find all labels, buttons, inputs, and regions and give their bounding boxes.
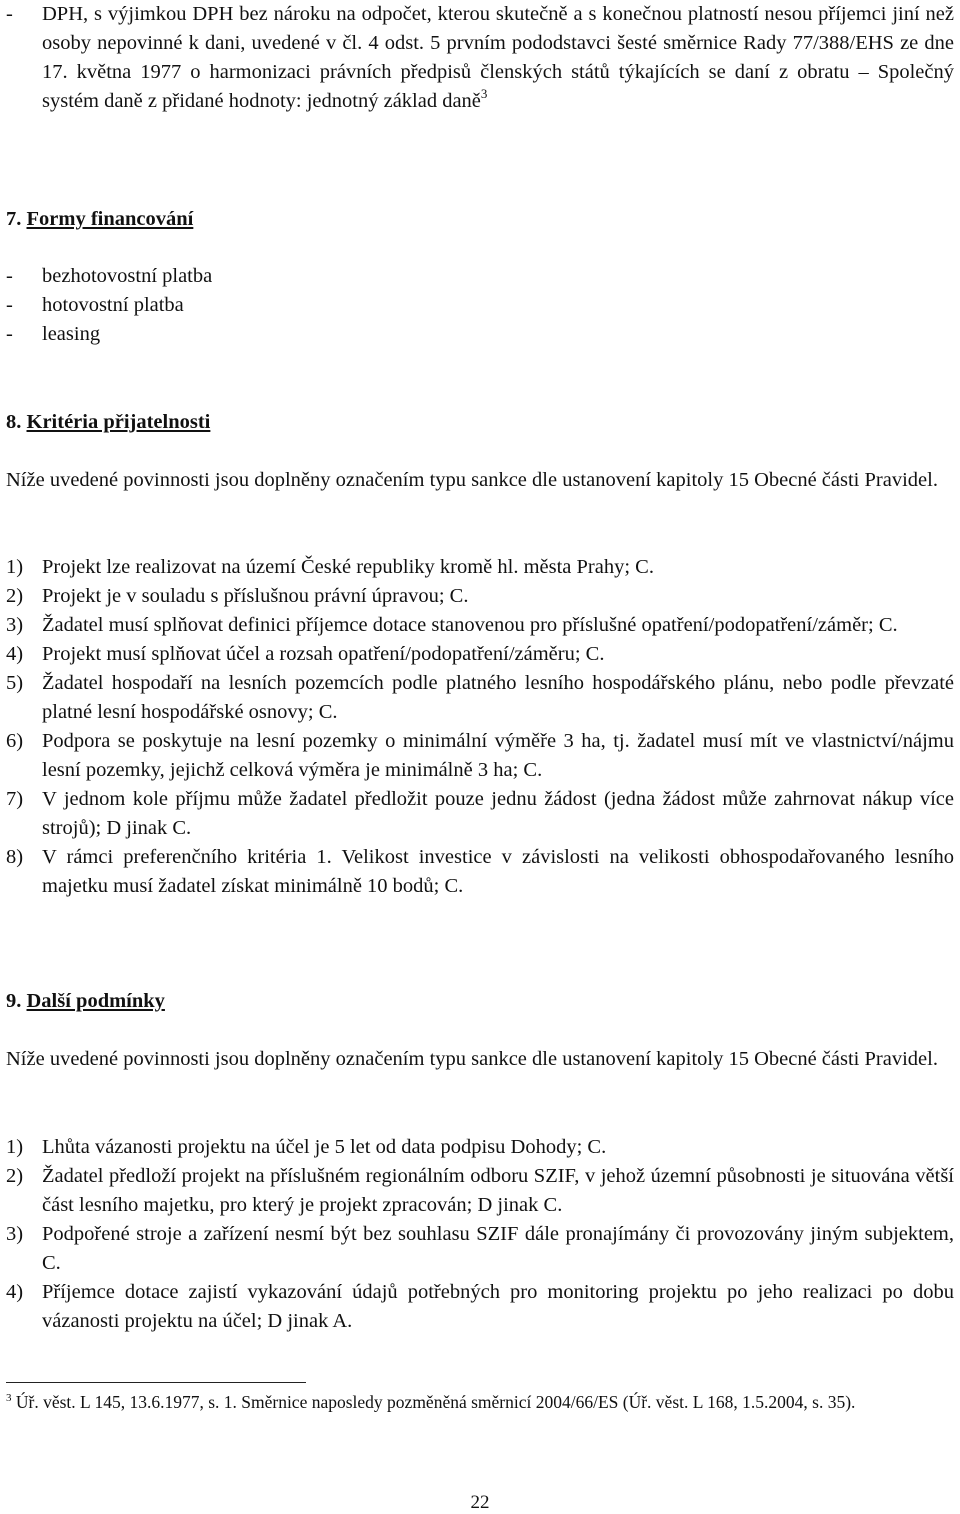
section-9-list xyxy=(6,1133,954,1336)
list-item: 6) Podpora se poskytuje na lesní pozemky o minimální výměře 3 ha, tj. žadatel musí mít ve vlastnictví/nájmu lesní pozemky, jejichž celková výměra je minimálně 3 ha; C. xyxy=(6,730,954,781)
list-item: 1) Lhůta vázanosti projektu na účel je 5 let od data podpisu Dohody; C. xyxy=(6,1136,607,1158)
section-8-list xyxy=(6,553,954,901)
section-8-intro: Níže uvedené povinnosti jsou doplněny označením typu sankce dle ustanovení kapitoly 15 Obecné části Pravidel. xyxy=(6,469,938,491)
section-title: Formy financování xyxy=(26,208,194,230)
footnote-reference[interactable]: 3 xyxy=(480,86,488,101)
list-item: 5) Žadatel hospodaří na lesních pozemcích podle platného lesního hospodářského plánu, nebo podle převzaté platné lesní hospodářské osnovy; C. xyxy=(6,672,954,723)
intro-list-item xyxy=(6,0,954,116)
footnote-marker: 3 xyxy=(6,1392,12,1404)
list-item: 7) V jednom kole příjmu může žadatel předložit pouze jednu žádost (jedna žádost může zahrnovat nákup více strojů); D jinak C. xyxy=(6,788,954,839)
footnote-separator xyxy=(6,1382,306,1383)
section-8-heading xyxy=(6,408,954,437)
list-item: - bezhotovostní platba xyxy=(6,265,213,287)
list-item: 8) V rámci preferenčního kritéria 1. Velikost investice v závislosti na velikosti obhospodařovaného lesního majetku musí žadatel získat minimálně 10 bodů; C. xyxy=(6,846,954,897)
section-7-list xyxy=(6,262,954,349)
list-item: 3) Žadatel musí splňovat definici příjemce dotace stanovenou pro příslušné opatření/podopatření/záměr; C. xyxy=(6,614,898,636)
footnote-text: Úř. věst. L 145, 13.6.1977, s. 1. Směrnice naposledy pozměněná směrnicí 2004/66/ES (Úř. věst. L 168, 1.5.2004, s. 35). xyxy=(15,1392,856,1412)
page-number: 22 xyxy=(470,1492,490,1513)
list-item: 3) Podpořené stroje a zařízení nesmí být bez souhlasu SZIF dále pronajímány či provozovány jiným subjektem, C. xyxy=(6,1223,954,1274)
list-item: 4) Projekt musí splňovat účel a rozsah opatření/podopatření/záměru; C. xyxy=(6,643,605,665)
section-9-intro: Níže uvedené povinnosti jsou doplněny označením typu sankce dle ustanovení kapitoly 15 Obecné části Pravidel. xyxy=(6,1048,938,1070)
list-item: 4) Příjemce dotace zajistí vykazování údajů potřebných pro monitoring projektu po jeho realizaci po dobu vázanosti projektu na účel; D jinak A. xyxy=(6,1281,954,1332)
intro-item-text: DPH, s výjimkou DPH bez nároku na odpočet, kterou skutečně a s konečnou platností nesou příjemci jiní než osoby nepovinné k dani, uvedené v čl. 4 odst. 5 prvním pododstavci šesté směrnice Rady 77/388/EHS ze dne 17. května 1977 o harmonizaci právních předpisů členských států týkajících se daní z obratu – Společný systém daně z přidané hodnoty: jednotný základ daně xyxy=(42,3,954,112)
section-9-heading xyxy=(6,987,954,1016)
list-item: 2) Projekt je v souladu s příslušnou právní úpravou; C. xyxy=(6,585,469,607)
section-number: 8. xyxy=(6,411,22,433)
section-title: Další podmínky xyxy=(26,990,165,1012)
list-item: - hotovostní platba xyxy=(6,294,184,316)
section-title: Kritéria přijatelnosti xyxy=(26,411,211,433)
list-item: - leasing xyxy=(6,323,101,345)
section-number: 7. xyxy=(6,208,22,230)
section-7-heading xyxy=(6,205,954,234)
list-marker: - xyxy=(6,3,13,25)
footnote xyxy=(6,1390,954,1414)
section-number: 9. xyxy=(6,990,22,1012)
list-item: 2) Žadatel předloží projekt na příslušném regionálním odboru SZIF, v jehož územní působnosti je situována větší část lesního majetku, pro který je projekt zpracován; D jinak C. xyxy=(6,1165,954,1216)
list-item: 1) Projekt lze realizovat na území České republiky kromě hl. města Prahy; C. xyxy=(6,556,654,578)
